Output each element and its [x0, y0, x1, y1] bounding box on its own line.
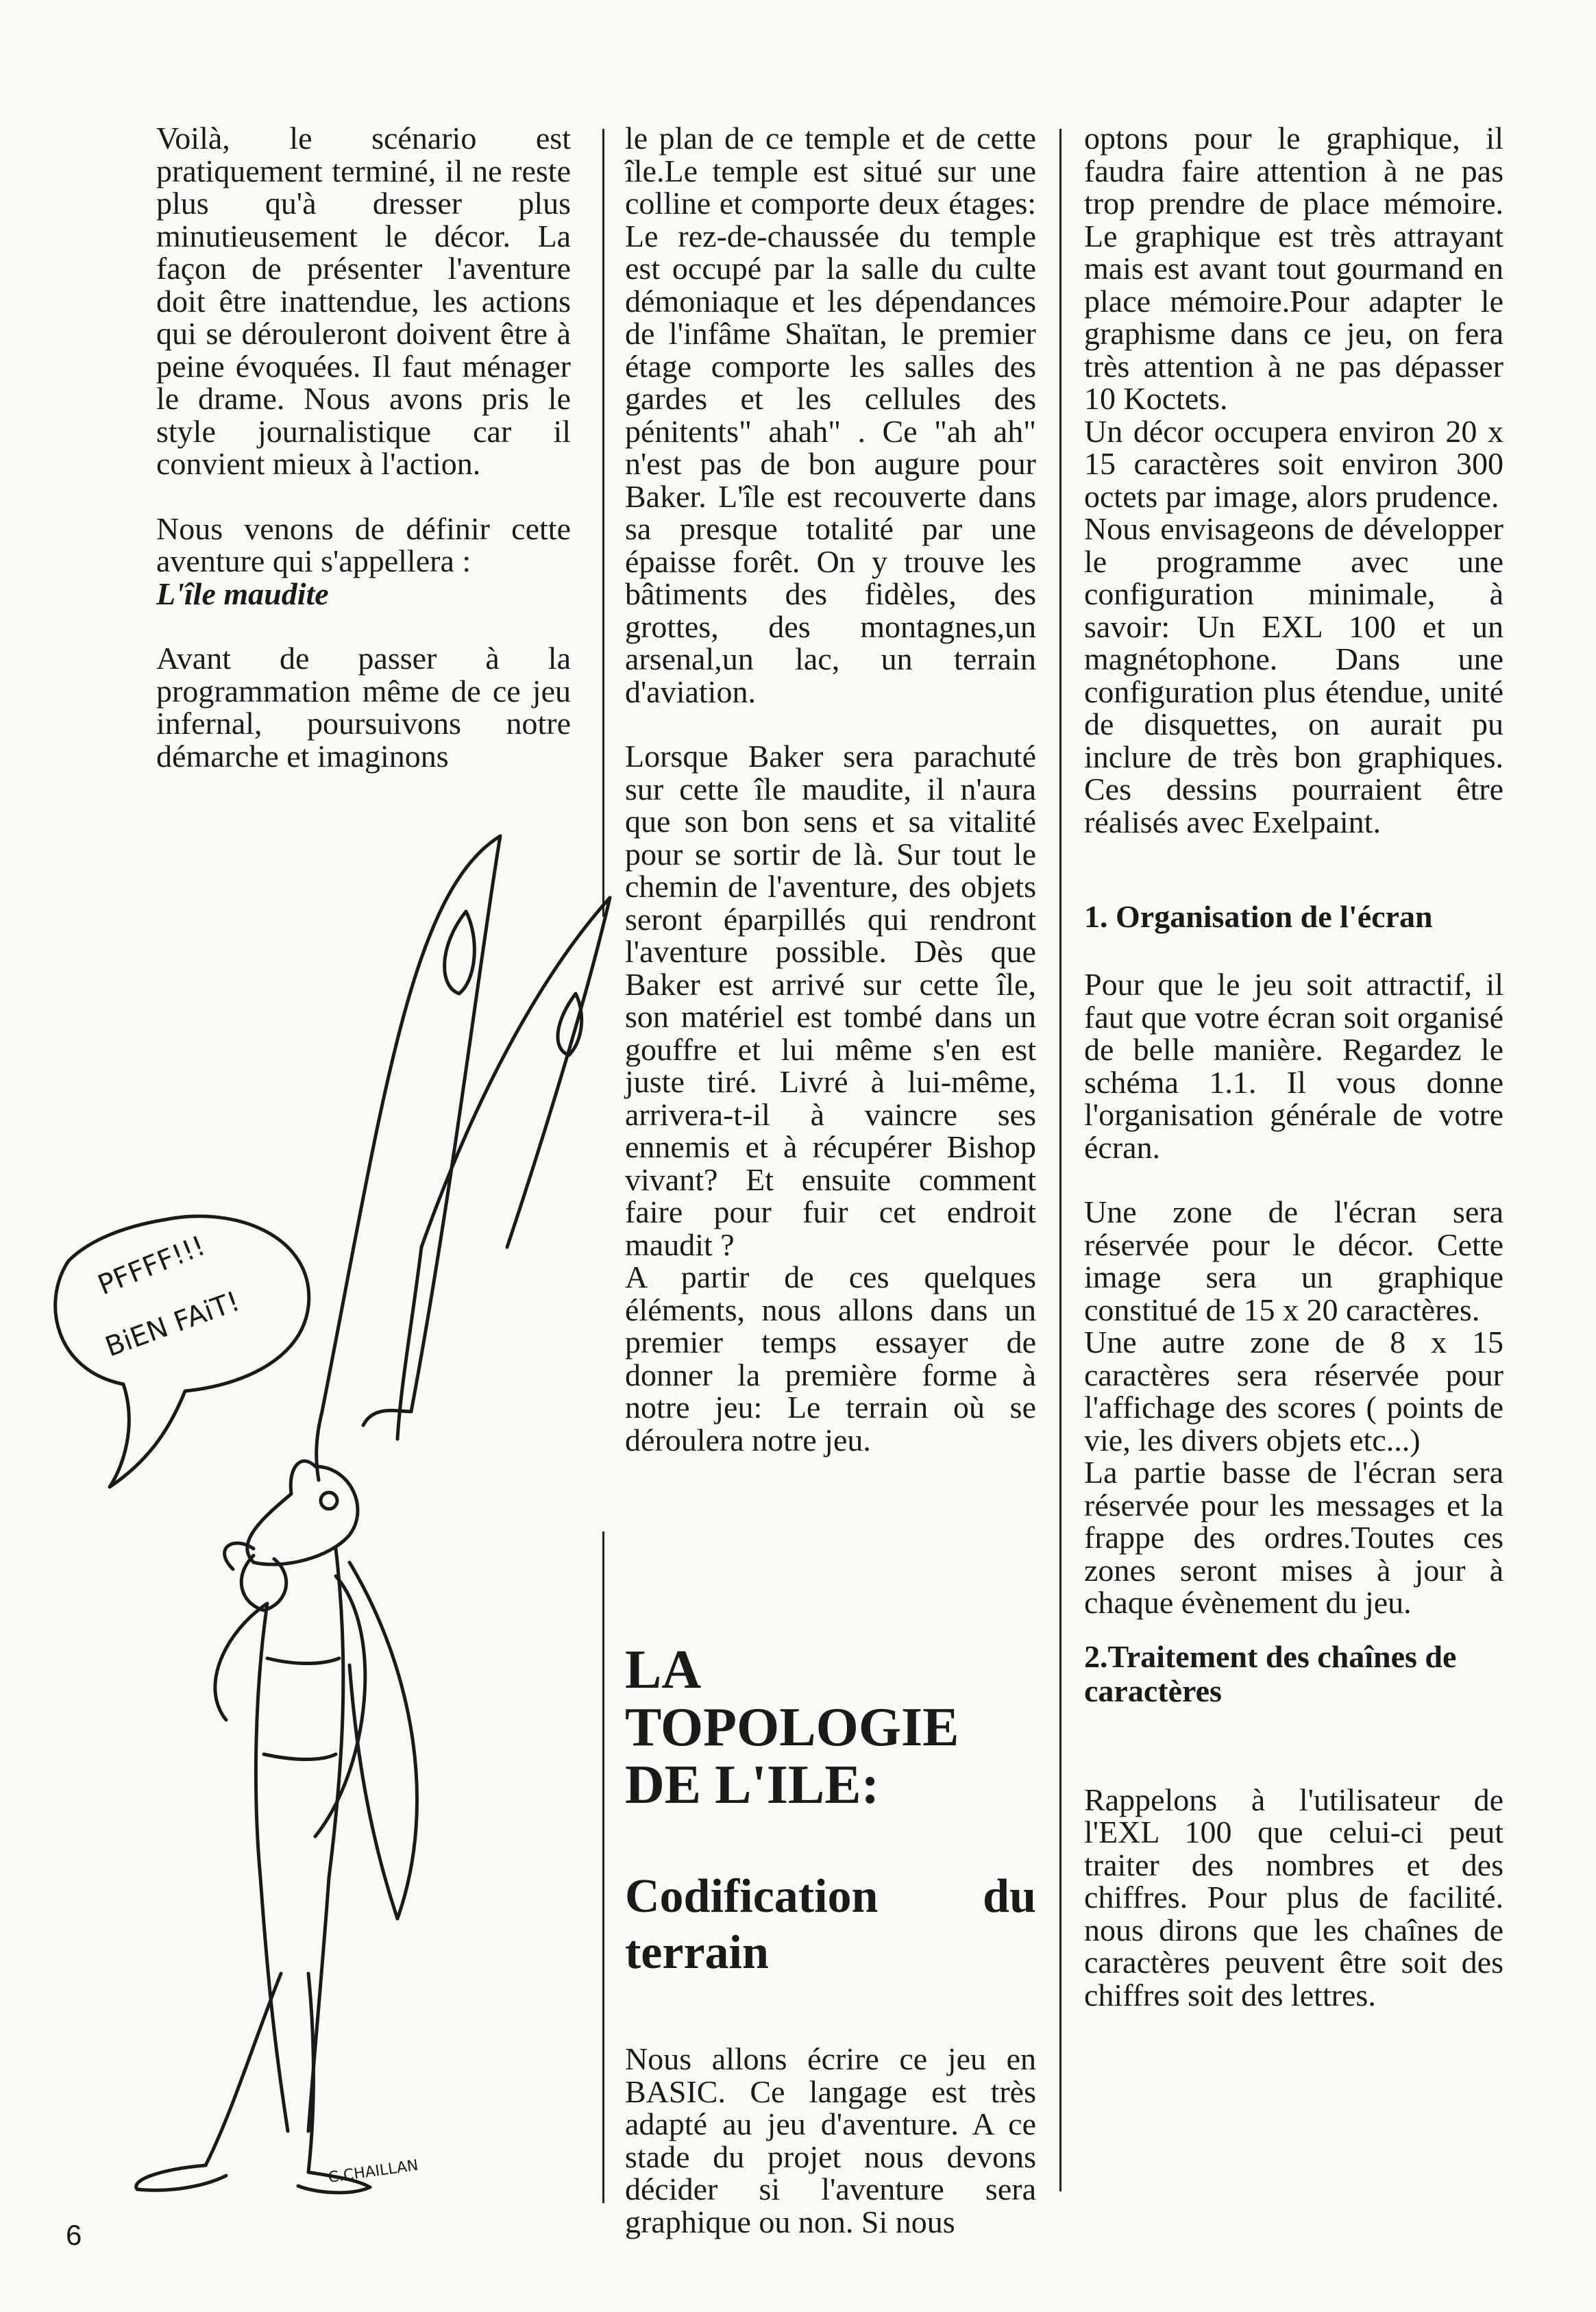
signature: C.CHAILLAN — [327, 2156, 419, 2187]
paragraph: Une autre zone de 8 x 15 caractères sera réservée pour l'affichage des scores ( points de vie, les divers objets etc...) — [1084, 1325, 1503, 1458]
paragraph: optons pour le graphique, il faudra faire attention à ne pas trop prendre de place mémoire. Le graphique est très attrayant mais est avant tout gourmand en place mémoire.Pour adapter le graphisme dans ce jeu, on fera très attention à ne pas dépasser 10 Koctets. — [1084, 121, 1503, 416]
paragraph: Une zone de l'écran sera réservée pour le décor. Cette image sera un graphique constitué de 15 x 20 caractères. — [1084, 1194, 1503, 1327]
heading-organisation: 1. Organisation de l'écran — [1084, 899, 1433, 934]
paragraph: Un décor occupera environ 20 x 15 caractères soit environ 300 octets par image, alors prudence. — [1084, 413, 1503, 514]
column-2 — [625, 122, 1036, 2270]
paragraph: Pour que le jeu soit attractif, il faut que votre écran soit organisé de belle manière. Regardez le schéma 1.1. Il vous donne l'organisation générale de votre écran. — [1084, 967, 1503, 1165]
paragraph: Voilà, le scénario est pratiquement terminé, il ne reste plus qu'à dresser plus minutieusement le décor. La façon de présenter l'aventure doit être inattendue, les actions qui se dérouleront doivent être à peine évoquées. Il faut ménager le drame. Nous avons pris le style journalistique car il convient mieux à l'action. — [156, 121, 571, 481]
column-1 — [156, 122, 571, 804]
paragraph: Lorsque Baker sera parachuté sur cette île maudite, il n'aura que son bon sens et sa vitalité pour se sortir de là. Sur tout le chemin de l'aventure, des objets seront éparpillés qui rendront l'aventure possible. Dès que Baker est arrivé sur cette île, son matériel est tombé dans un gouffre et lui même s'en est juste tiré. Livré à lui-même, arrivera-t-il à vaincre ses ennemis et à récupérer Bishop vivant? Et ensuite comment faire pour fuir cet endroit maudit ? — [625, 739, 1036, 1262]
heading-topologie: LA TOPOLOGIE DE L'ILE: — [625, 1640, 959, 1815]
column-rule — [1059, 129, 1061, 2191]
paragraph: Nous venons de définir cette aventure qui s'appellera : — [156, 511, 571, 578]
speech-text-line2: BiEN FAiT! — [101, 1286, 244, 1364]
speech-text-line1: PFFFF!!! — [93, 1230, 210, 1302]
column-rule — [602, 129, 604, 917]
paragraph: A partir de ces quelques éléments, nous allons dans un premier temps essayer de donner la première forme à notre jeu: Le terrain où se déroulera notre jeu. — [625, 1259, 1036, 1458]
paragraph: La partie basse de l'écran sera réservée pour les messages et la frappe des ordres.Toutes ces zones seront mises à jour à chaque évènement du jeu. — [1084, 1455, 1503, 1620]
heading-codification: Codification du terrain — [625, 1870, 1036, 1979]
mosquito-cartoon — [27, 809, 617, 2200]
heading-traitement: 2.Traitement des chaînes de caractères — [1084, 1638, 1457, 1708]
page-number: 6 — [66, 2219, 82, 2251]
paragraph: Avant de passer à la programmation même de ce jeu infernal, poursuivons notre démarche et imaginons — [156, 641, 571, 774]
column-3 — [1084, 122, 1503, 2043]
title-ile-maudite: L'île maudite — [156, 576, 329, 611]
paragraph: Nous allons écrire ce jeu en BASIC. Ce langage est très adapté au jeu d'aventure. A ce stade du projet nous devons décider si l'aventure sera graphique ou non. Si nous — [625, 2041, 1036, 2239]
paragraph: Rappelons à l'utilisateur de l'EXL 100 que celui-ci peut traiter des nombres et des chiffres. Pour plus de facilité. nous dirons que les chaînes de caractères peuvent être soit des chiffres soit des lettres. — [1084, 1782, 1503, 2013]
paragraph: Nous envisageons de développer le programme avec une configuration minimale, à savoir: Un EXL 100 et un magnétophone. Dans une configuration plus étendue, unité de disquettes, on aurait pu inclure de très bon graphiques. Ces dessins pourraient être réalisés avec Exelpaint. — [1084, 511, 1503, 839]
paragraph: le plan de ce temple et de cette île.Le temple est situé sur une colline et comporte deux étages: Le rez-de-chaussée du temple est occupé par la salle du culte démoniaque et les dépendances de l'infâme Shaïtan, le premier étage comporte les salles des gardes et les cellules des pénitents" ahah" . Ce "ah ah" n'est pas de bon augure pour Baker. L'île est recouverte dans sa presque totalité par une épaisse forêt. On y trouve les bâtiments des fidèles, des grottes, des montagnes,un arsenal,un lac, un terrain d'aviation. — [625, 121, 1036, 709]
